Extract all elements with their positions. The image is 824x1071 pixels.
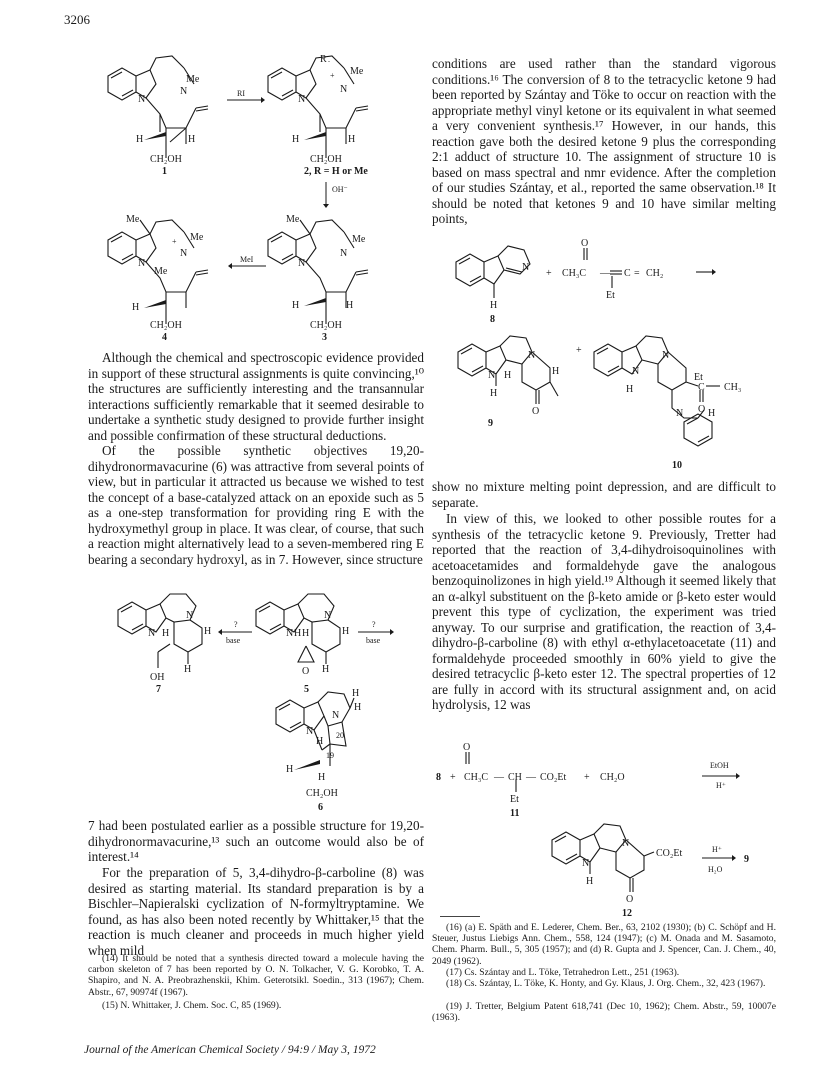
svg-text:6: 6 <box>318 802 323 813</box>
reaction-arrow-base-1 <box>218 618 254 648</box>
structure-1 <box>100 48 230 178</box>
footnote-16: (16) (a) E. Späth and E. Lederer, Chem. Ber., 63, 2102 (1930); (b) C. Schöpf and H. Steuer, Justus Liebigs Ann. Chem., 558, 124 (1947); (c) M. Onada and M. Sasamoto, Chem. Pharm. Bull., 5, 305 (1957); and (d) R. Gupta and J. Spencer, Can. J. Chem., 40, 2049 (1962). <box>432 922 776 967</box>
svg-text:H: H <box>586 876 594 887</box>
svg-text:N: N <box>148 628 156 639</box>
reaction-8-plus-enone <box>450 240 770 340</box>
footnote-rule-right <box>440 916 480 917</box>
svg-text:—: — <box>494 772 504 783</box>
svg-text:?: ? <box>234 620 238 629</box>
journal-footer: Journal of the American Chemical Society / 94:9 / May 3, 1972 <box>84 1044 376 1056</box>
svg-text:H₂O: H₂O <box>708 865 723 874</box>
svg-text:H⁺: H⁺ <box>716 781 726 790</box>
svg-text:N: N <box>522 262 530 273</box>
svg-text:5: 5 <box>304 684 309 695</box>
svg-text:CH₃C: CH₃C <box>464 772 489 783</box>
svg-text:4: 4 <box>162 332 167 343</box>
svg-text:R: R <box>320 54 327 65</box>
svg-text:N: N <box>298 94 306 105</box>
svg-text:N: N <box>622 838 630 849</box>
svg-text:H: H <box>286 764 294 775</box>
structure-4 <box>100 212 240 347</box>
footnote-18: (18) Cs. Szántay, L. Töke, K. Honty, and Gy. Klaus, J. Org. Chem., 32, 423 (1967). <box>446 978 766 989</box>
reaction-arrow-hydrolysis <box>700 842 776 878</box>
structure-5 <box>250 588 368 696</box>
svg-text:N: N <box>138 258 146 269</box>
paragraph-right-2: show no mixture melting point depression, and are difficult to separate. <box>432 479 776 510</box>
n-methyl-label: Me <box>186 74 200 85</box>
svg-text:Me: Me <box>154 266 168 277</box>
svg-text:CH₂OH: CH₂OH <box>310 154 342 165</box>
svg-text:H: H <box>354 702 362 713</box>
paragraph-left-2: Of the possible synthetic objectives 19,20-dihydronormavacurine (6) was attractive from several points of view, but in particular it attracted us because we wished to test the concept of a base-catalyzed attack on an epoxide such as 5 as a one-step transformation for providing ring E with the hydroxymethyl group in place. It was clear, of course, that such a reaction might alternatively lead to a seven-membered ring E bearing a secondary hydroxyl, as in 7. However, since structure <box>88 443 424 567</box>
svg-text:—: — <box>526 772 536 783</box>
svg-text:N: N <box>332 710 340 721</box>
svg-text:N: N <box>676 408 684 419</box>
svg-text:H: H <box>294 628 302 639</box>
svg-text:11: 11 <box>510 808 520 819</box>
compound-number: 1 <box>162 166 167 177</box>
svg-text:base: base <box>226 636 241 645</box>
svg-text:C: C <box>698 382 705 393</box>
paragraph-right-3: In view of this, we looked to other possible routes for a synthesis of the tetracyclic ketone 9. Previously, Tretter had reported that the reaction of 3,4-dihydroisoquinolines with acetoacetamides and formaldehyde gave the analogous benzoquinolizones in high yield.¹⁹ Although it seemed likely that an α-alkyl substituent on the β-keto amide or β-keto ester would prevent this type of cyclization, the experiment was tried anyway. To our surprise and gratification, the reaction of 3,4-dihydro-β-carboline (8) with ethyl α-ethylacetoacetate (11) and formaldehyde proceeded smoothly in 60% yield to give the desired tetracyclic β-keto ester 12. The spectral properties of 12 are fully in accord with its structural assignment and, on acid hydrolysis, 12 was <box>432 511 776 712</box>
svg-text:8: 8 <box>490 314 495 325</box>
svg-text:H: H <box>132 302 140 313</box>
svg-text:CO₂Et: CO₂Et <box>656 848 683 859</box>
svg-text:H: H <box>552 366 560 377</box>
svg-text:EtOH: EtOH <box>710 761 729 770</box>
svg-text:CO₂Et: CO₂Et <box>540 772 567 783</box>
svg-text:9: 9 <box>488 418 493 429</box>
svg-text:Me: Me <box>350 66 364 77</box>
svg-text:N: N <box>306 726 314 737</box>
svg-text:12: 12 <box>622 908 632 919</box>
svg-text:O: O <box>463 742 471 753</box>
svg-text:?: ? <box>372 620 376 629</box>
svg-text:H: H <box>626 384 634 395</box>
paragraph-right-1: conditions are used rather than the standard vigorous conditions.¹⁶ The conversion of 8 to the tetracyclic ketone 9 had been reported by Szántay and Töke to occur on reaction with the appropriate methyl vinyl ketone or its equivalent in what seemed a very convenient synthesis.¹⁷ However, in our hands, this reaction gave both the desired ketone 9 plus the corresponding 2:1 adduct of structure 10. The assignment of structure 10 is based on mass spectral and nmr evidence. After the completion of our studies Szántay, et al., reported the same observation.¹⁸ It should be noted that ketones 9 and 10 have similar melting points, <box>432 56 776 226</box>
svg-text:CH₂OH: CH₂OH <box>310 320 342 331</box>
svg-text:O: O <box>698 404 706 415</box>
svg-text:N: N <box>138 94 146 105</box>
paragraph-left-1: Although the chemical and spectroscopic evidence provided in support of these structural assignments is quite convincing,¹⁰ the structures are sufficiently interesting and the transannular interactions sufficiently remarkable that it seemed desirable to undertake a synthetic study designed to provide further insight and possible confirmation of these structural deductions. <box>88 350 424 443</box>
svg-text:CH₂OH: CH₂OH <box>150 154 182 165</box>
svg-text:N: N <box>324 610 332 621</box>
svg-text:H: H <box>136 134 144 145</box>
svg-text:Me: Me <box>126 214 140 225</box>
svg-text:N: N <box>340 84 348 95</box>
svg-text:C: C <box>624 268 631 279</box>
svg-text:+: + <box>584 772 590 783</box>
svg-text:N: N <box>180 86 188 97</box>
svg-text:H: H <box>188 134 196 145</box>
page-number: 3206 <box>64 12 90 27</box>
svg-text:H: H <box>348 134 356 145</box>
svg-text:N: N <box>180 248 188 259</box>
svg-text:OH⁻: OH⁻ <box>332 185 348 194</box>
svg-text:CH: CH <box>508 772 522 783</box>
svg-text:H: H <box>292 300 300 311</box>
svg-text:—: — <box>600 268 610 279</box>
svg-text:2, R = H or Me: 2, R = H or Me <box>304 166 368 177</box>
svg-text:H: H <box>292 134 300 145</box>
footnote-14: (14) It should be noted that a synthesis directed toward a molecule having the carbon skeleton of 7 has been reported by O. N. Tolkacher, V. G. Korobko, T. A. Shapiro, and N. A. Preobrazhenskii, Khim. Geterotsikl. Soedin., 313 (1967); Chem. Abstr., 67, 90974f (1967). <box>88 953 424 998</box>
svg-text:RI: RI <box>237 89 245 98</box>
svg-text:base: base <box>366 636 381 645</box>
svg-text:CH₃C: CH₃C <box>562 268 587 279</box>
svg-text:8: 8 <box>436 772 441 783</box>
svg-text:+: + <box>172 237 177 246</box>
svg-text:O: O <box>532 406 540 417</box>
reaction-arrow-ri <box>225 88 265 108</box>
svg-text:CH₂O: CH₂O <box>600 772 625 783</box>
svg-text:N: N <box>186 610 194 621</box>
svg-text:Et: Et <box>694 372 703 383</box>
footnote-15: (15) N. Whittaker, J. Chem. Soc. C, 85 (1969). <box>102 1000 282 1011</box>
svg-text:H: H <box>346 300 354 311</box>
svg-text:N: N <box>582 858 590 869</box>
svg-text:=: = <box>634 268 640 279</box>
svg-text:N: N <box>286 628 294 639</box>
svg-text:O: O <box>626 894 634 905</box>
svg-text:.: . <box>328 55 330 64</box>
footnote-17: (17) Cs. Szántay and L. Töke, Tetrahedron Lett., 251 (1963). <box>446 967 680 978</box>
svg-text:MeI: MeI <box>240 255 254 264</box>
svg-text:9: 9 <box>744 854 749 865</box>
svg-text:H: H <box>318 772 326 783</box>
paragraph-left-4: For the preparation of 5, 3,4-dihydro-β-carboline (8) was desired as starting material. Its standard preparation is by a Bischler–Napieralski cyclization of N-formyltryptamine. We found, as has also been noted recently by Whittaker,¹⁵ that the reaction is much cleaner and proceeds in much higher yield when mild <box>88 865 424 958</box>
svg-text:H: H <box>342 626 350 637</box>
reaction-arrow-base-2 <box>358 618 394 648</box>
structure-7 <box>112 588 230 696</box>
svg-text:H: H <box>184 664 192 675</box>
reaction-arrow-oh <box>318 180 358 210</box>
svg-text:+: + <box>450 772 456 783</box>
svg-text:H: H <box>490 300 498 311</box>
svg-text:CH₂OH: CH₂OH <box>306 788 338 799</box>
svg-text:N: N <box>662 350 670 361</box>
svg-text:H: H <box>504 370 512 381</box>
svg-text:N: N <box>340 248 348 259</box>
svg-text:O: O <box>581 238 589 249</box>
svg-text:CH₂: CH₂ <box>646 268 664 279</box>
svg-text:3: 3 <box>322 332 327 343</box>
svg-text:N: N <box>488 370 496 381</box>
svg-text:H: H <box>316 736 324 747</box>
structure-6 <box>270 686 390 814</box>
svg-text:H⁺: H⁺ <box>712 845 722 854</box>
svg-text:H: H <box>322 664 330 675</box>
svg-text:19: 19 <box>326 751 334 760</box>
svg-text:CH₂OH: CH₂OH <box>150 320 182 331</box>
svg-text:20: 20 <box>336 731 344 740</box>
structure-10 <box>588 330 778 470</box>
svg-text:H: H <box>204 626 212 637</box>
svg-text:+: + <box>576 345 582 356</box>
svg-text:N: N <box>298 258 306 269</box>
svg-text:7: 7 <box>156 684 161 695</box>
svg-text:N: N <box>528 350 536 361</box>
svg-text:H: H <box>490 388 498 399</box>
svg-text:OH: OH <box>150 672 165 683</box>
svg-text:H: H <box>302 628 310 639</box>
svg-text:O: O <box>302 666 310 677</box>
svg-text:N: N <box>632 366 640 377</box>
structure-3 <box>260 212 400 347</box>
structure-2 <box>260 48 400 178</box>
structure-12 <box>546 818 706 918</box>
svg-text:Et: Et <box>510 794 519 805</box>
footnote-19: (19) J. Tretter, Belgium Patent 618,741 (Dec 10, 1962); Chem. Abstr., 59, 10007e (1963). <box>432 1001 776 1024</box>
svg-text:H: H <box>708 408 716 419</box>
svg-text:10: 10 <box>672 460 682 471</box>
svg-text:H: H <box>352 688 360 699</box>
paragraph-left-3: 7 had been postulated earlier as a possible structure for 19,20-dihydronormavacurine,¹³ such an outcome would also be of interest.¹⁴ <box>88 818 424 864</box>
svg-text:Me: Me <box>352 234 366 245</box>
svg-text:+: + <box>546 268 552 279</box>
svg-text:+: + <box>330 71 335 80</box>
svg-text:H: H <box>162 628 170 639</box>
svg-text:Me: Me <box>286 214 300 225</box>
svg-text:Me: Me <box>190 232 204 243</box>
svg-text:Et: Et <box>606 290 615 301</box>
svg-text:CH₃: CH₃ <box>724 382 742 393</box>
structure-9 <box>452 330 582 430</box>
